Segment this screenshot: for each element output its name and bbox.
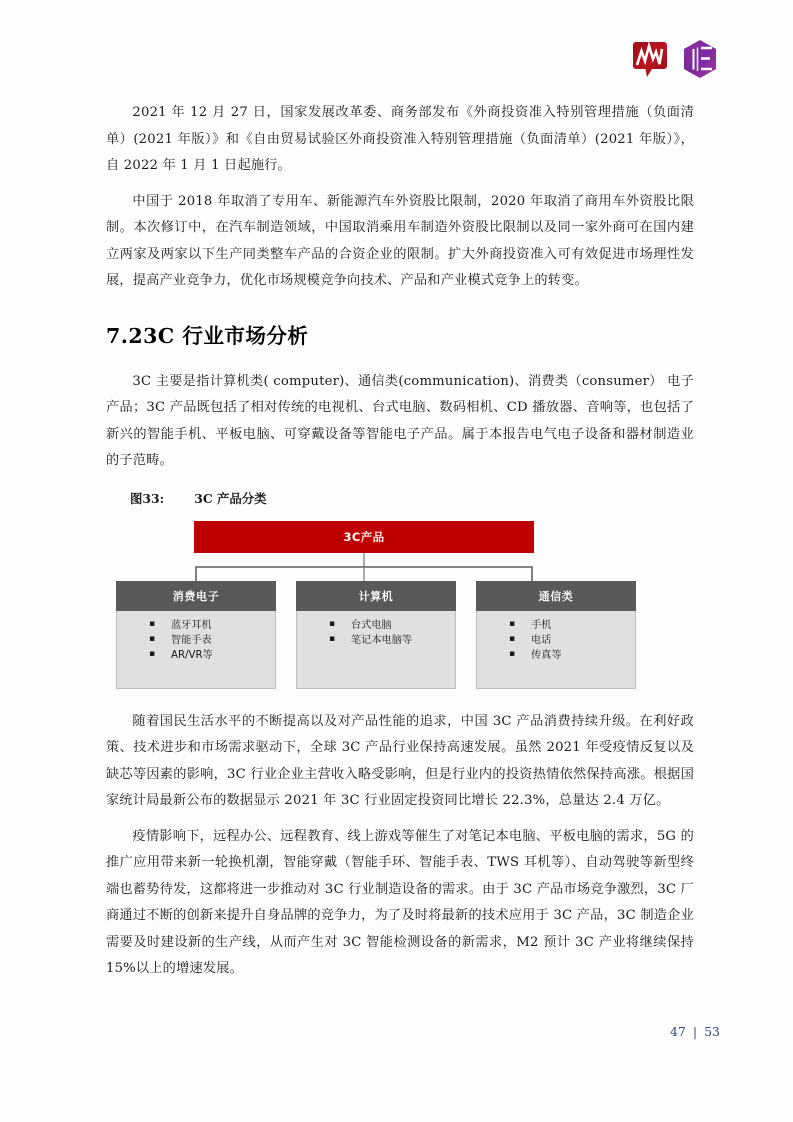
diagram-branch-2-body [476,611,636,689]
paragraph-4: 随着国民生活水平的不断提高以及对产品性能的追求，中国 3C 产品消费持续升级。在利好政策、技术进步和市场需求驱动下，全球 3C 产品行业保持高速发展。虽然 2021 年受疫情反复以及缺芯等因素的影响，3C 行业企业主营收入略受影响，但是行业内的投资热情依然保持高涨。根据国家统计局最新公布的数据显示 2021 年 3C 行业固定投资同比增长 22.3%，总量达 2.4 万亿。 [106,713,694,808]
diagram-branch-0-title: 消费电子 [116,581,276,611]
list-item: ▪ 手机 [509,618,631,633]
document-content [106,100,694,992]
paragraph-1: 2021 年 12 月 27 日，国家发展改革委、商务部发布《外商投资准入特别管理措施（负面清单）(2021 年版）》和《自由贸易试验区外商投资准入特别管理措施（负面清单）(2021 年版）》，自 2022 年 1 月 1 日起施行。 [106,105,694,173]
wave-bubble-logo-icon [632,40,668,82]
list-item: ▪ 智能手表 [149,633,271,648]
figure-caption [106,489,694,507]
diagram-branch-1 [296,581,456,689]
footer-separator: | [692,1024,698,1039]
header-logo-group [632,38,720,84]
diagram-branch-1-body [296,611,456,689]
list-item: ▪ 蓝牙耳机 [149,618,271,633]
paragraph-3: 3C 主要是指计算机类( computer)、通信类(communication)、消费类（consumer） 电子产品；3C 产品既包括了相对传统的电视机、台式电脑、数码相机、CD 播放器、音响等，也包括了新兴的智能手机、平板电脑、可穿戴设备等智能电子产品。属于本报告电气电子设备和器材制造业的子范畴。 [106,373,694,468]
list-item: ▪ 传真等 [509,648,631,663]
hexagon-logo-icon [680,38,720,84]
diagram-branch-1-title: 计算机 [296,581,456,611]
list-item: ▪ AR/VR等 [149,648,271,663]
footer-current-page: 47 [669,1024,686,1039]
section-heading: 7.23C 行业市场分析 [106,323,309,348]
page-footer [670,1024,720,1039]
diagram-branch-0-list [121,618,271,663]
diagram-branch-1-list [301,618,451,648]
figure-number: 图33: [130,490,165,506]
paragraph-5: 疫情影响下，远程办公、远程教育、线上游戏等催生了对笔记本电脑、平板电脑的需求，5G 的推广应用带来新一轮换机潮，智能穿戴（智能手环、智能手表、TWS 耳机等）、自动驾驶等新型终端也蓄势待发，这都将进一步推动对 3C 行业制造设备的需求。由于 3C 产品市场竞争激烈，3C 厂商通过不断的创新来提升自身品牌的竞争力，为了及时将最新的技术应用于 3C 产品，3C 制造企业需要及时建设新的生产线，从而产生对 3C 智能检测设备的新需求，M2 预计 3C 产业将继续保持 15%以上的增速发展。 [106,828,694,976]
footer-total-pages: 53 [704,1024,720,1039]
diagram-branch-0-body [116,611,276,689]
paragraph-2: 中国于 2018 年取消了专用车、新能源汽车外资股比限制，2020 年取消了商用车外资股比限制。本次修订中，在汽车制造领域，中国取消乘用车制造外资股比限制以及同一家外商可在国内建立两家及两家以下生产同类整车产品的合资企业的限制。扩大外商投资准入可有效促进市场理性发展，提高产业竞争力，优化市场规模竞争向技术、产品和产业模式竞争上的转变。 [106,193,694,288]
diagram-branch-2 [476,581,636,689]
list-item: ▪ 笔记本电脑等 [329,633,451,648]
list-item: ▪ 电话 [509,633,631,648]
list-item: ▪ 台式电脑 [329,618,451,633]
figure-3c-product-classification [106,515,694,695]
diagram-branch-0 [116,581,276,689]
diagram-branch-2-title: 通信类 [476,581,636,611]
diagram-branch-2-list [481,618,631,663]
figure-title: 3C 产品分类 [194,490,267,506]
diagram-root-node: 3C产品 [194,521,534,553]
